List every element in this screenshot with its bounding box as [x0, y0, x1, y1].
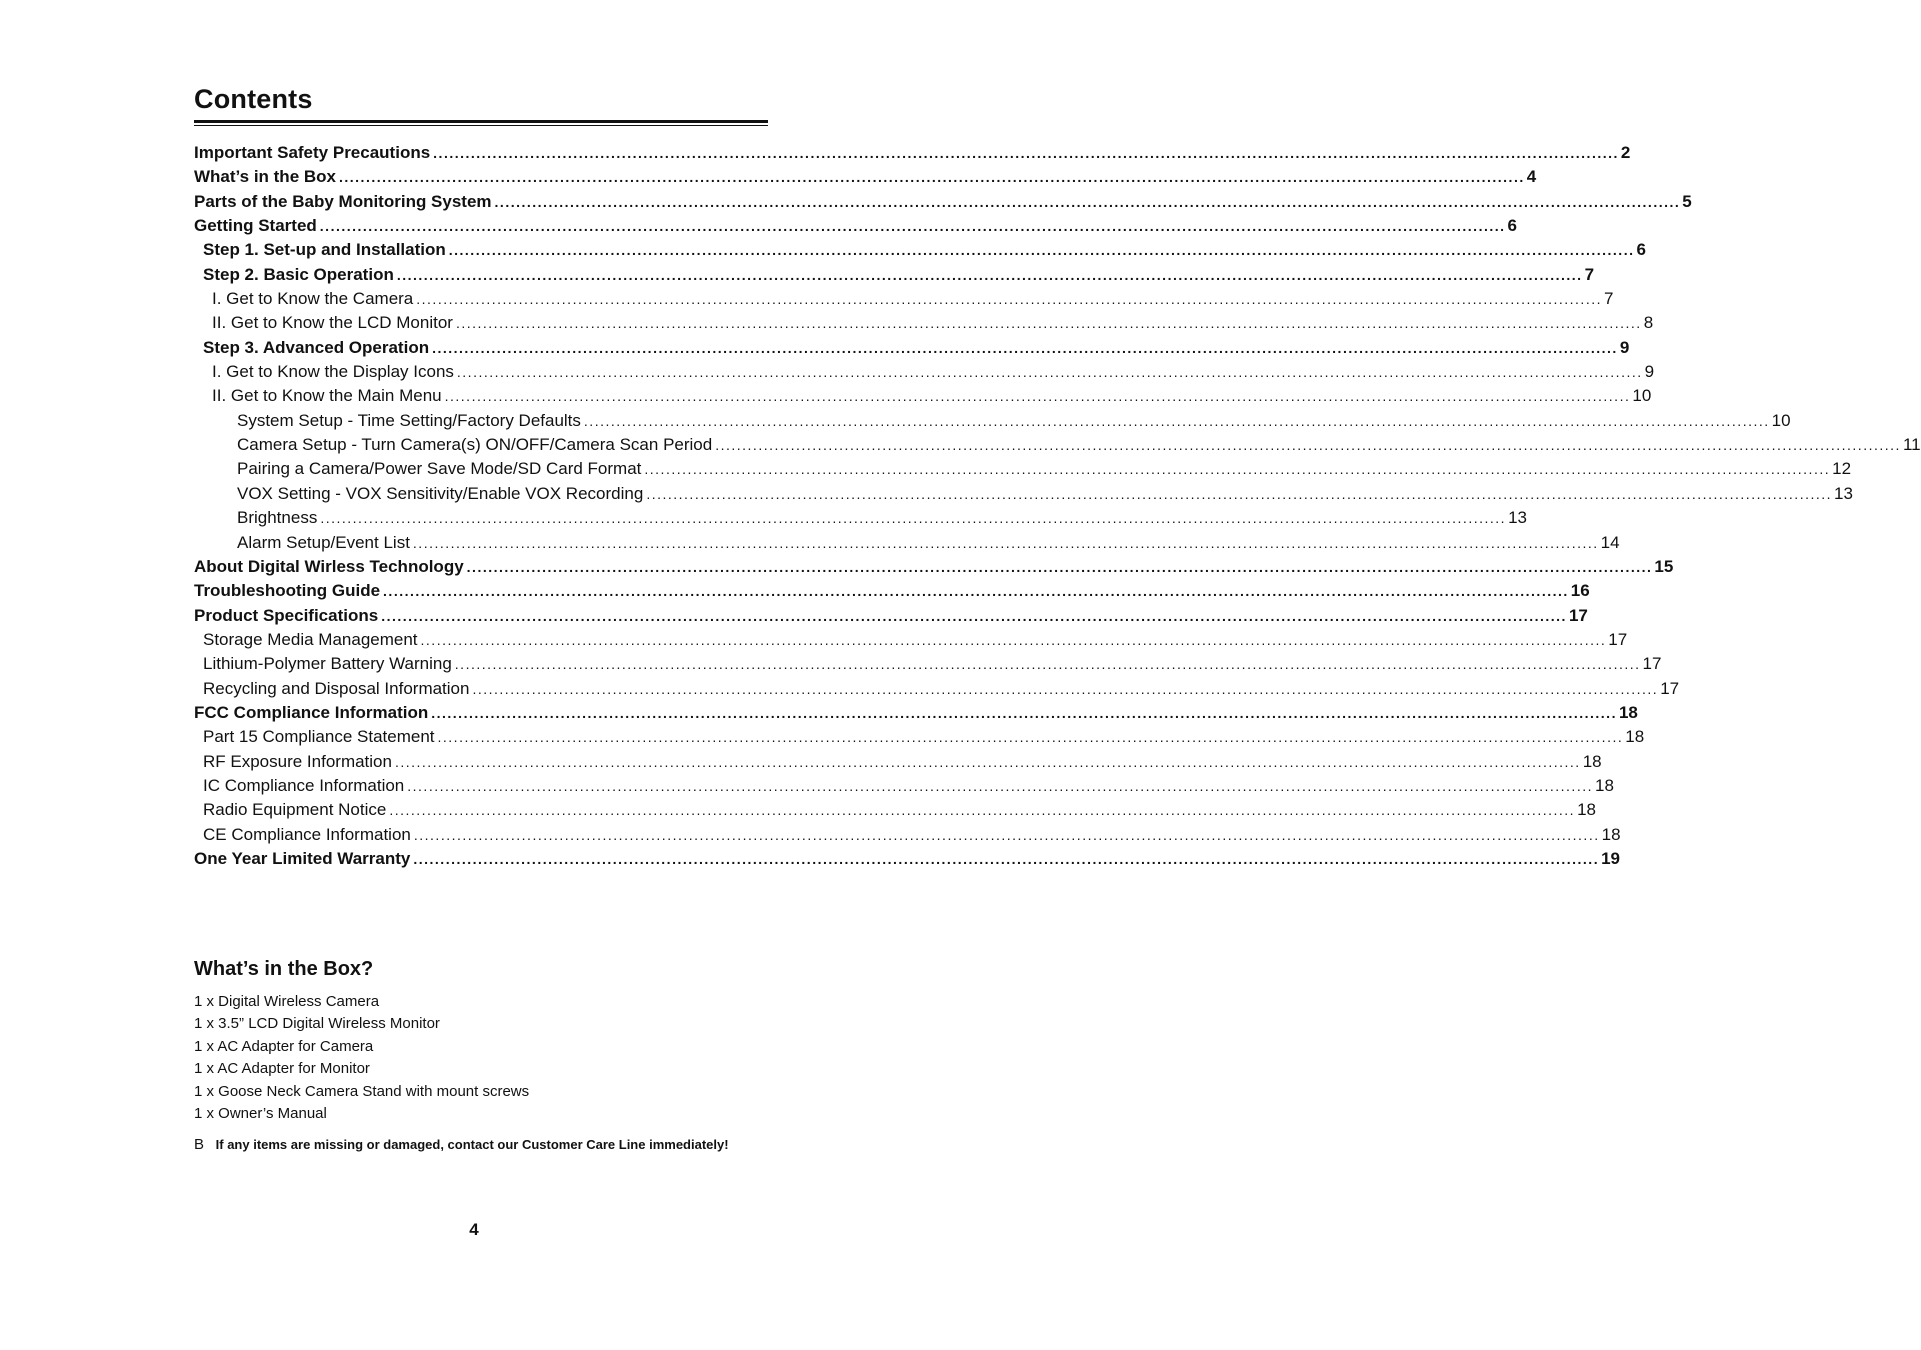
toc-dot-leader: ............................................................................................................................................................................................................................ [319, 218, 1506, 235]
toc-dot-leader: ............................................................................................................................................................................................................................ [437, 729, 1624, 746]
toc-entry-page: 17 [1608, 629, 1628, 649]
box-item: 1 x 3.5” LCD Digital Wireless Monitor [194, 1015, 440, 1033]
toc-dot-leader: ............................................................................................................................................................................................................................ [396, 266, 1583, 283]
toc-entry-page: 18 [1582, 751, 1602, 771]
toc-entry [194, 141, 1631, 165]
toc-entry-label: II. Get to Know the LCD Monitor [212, 313, 453, 333]
toc-entry-page: 17 [1568, 605, 1588, 625]
toc-entry-page: 13 [1834, 483, 1853, 503]
toc-entry-label: II. Get to Know the Main Menu [212, 386, 442, 406]
toc-entry-page: 5 [1682, 191, 1692, 211]
toc-entry [194, 409, 1791, 433]
toc-entry [194, 360, 1655, 384]
toc-dot-leader: ............................................................................................................................................................................................................................ [416, 291, 1602, 308]
toc-entry-page: 13 [1508, 508, 1527, 528]
toc-dot-leader: ............................................................................................................................................................................................................................ [383, 583, 1569, 600]
toc-entry-page: 15 [1654, 556, 1674, 576]
toc-entry-page: 18 [1625, 727, 1645, 747]
toc-dot-leader: ............................................................................................................................................................................................................................ [412, 534, 1599, 551]
toc-entry [194, 287, 1614, 311]
toc-entry-label: Step 1. Set-up and Installation [203, 240, 446, 260]
toc-dot-leader: ............................................................................................................................................................................................................................ [432, 339, 1618, 356]
toc-entry-label: Parts of the Baby Monitoring System [194, 191, 492, 211]
contents-title: Contents [194, 84, 313, 114]
toc-entry [194, 847, 1621, 871]
toc-dot-leader: ............................................................................................................................................................................................................................ [339, 169, 1525, 186]
toc-entry-page: 9 [1619, 337, 1630, 357]
toc-entry-label: Troubleshooting Guide [194, 581, 381, 601]
table-of-contents [194, 141, 1921, 871]
box-item: 1 x AC Adapter for Camera [194, 1037, 374, 1055]
toc-entry-page: 18 [1618, 702, 1638, 722]
toc-entry [194, 457, 1852, 481]
toc-entry-label: IC Compliance Information [203, 775, 405, 795]
toc-entry-label: System Setup - Time Setting/Factory Defaults [237, 410, 581, 430]
toc-entry-label: Step 2. Basic Operation [203, 264, 394, 284]
toc-entry [194, 798, 1596, 822]
toc-entry-label: Lithium-Polymer Battery Warning [203, 654, 452, 674]
toc-entry-label: Getting Started [194, 216, 317, 236]
toc-entry-label: VOX Setting - VOX Sensitivity/Enable VOX Recording [237, 483, 644, 503]
toc-entry-page: 17 [1642, 654, 1662, 674]
toc-entry [194, 750, 1602, 774]
toc-dot-leader: ............................................................................................................................................................................................................................ [583, 412, 1770, 429]
toc-dot-leader: ............................................................................................................................................................................................................................ [444, 388, 1631, 405]
toc-entry-label: FCC Compliance Information [194, 702, 429, 722]
toc-entry [194, 628, 1628, 652]
toc-entry-page: 7 [1584, 264, 1595, 284]
toc-dot-leader: ............................................................................................................................................................................................................................ [433, 145, 1619, 161]
toc-entry-label: Part 15 Compliance Statement [203, 727, 435, 747]
toc-entry-label: I. Get to Know the Camera [212, 289, 414, 309]
box-contents-list [194, 991, 529, 1125]
toc-entry-page: 6 [1507, 216, 1517, 236]
toc-entry-page: 10 [1632, 386, 1652, 406]
toc-entry-page: 16 [1570, 581, 1590, 601]
toc-dot-leader: ............................................................................................................................................................................................................................ [466, 558, 1653, 575]
toc-entry [194, 506, 1527, 530]
toc-dot-leader: ............................................................................................................................................................................................................................ [389, 802, 1576, 819]
toc-entry-page: 12 [1832, 459, 1852, 479]
toc-entry [194, 531, 1620, 555]
toc-entry [194, 823, 1621, 847]
toc-entry-page: 19 [1601, 848, 1621, 868]
toc-dot-leader: ............................................................................................................................................................................................................................ [394, 753, 1581, 770]
toc-dot-leader: ............................................................................................................................................................................................................................ [431, 704, 1617, 721]
toc-entry-label: Step 3. Advanced Operation [203, 337, 430, 357]
notice-icon: B [194, 1136, 205, 1153]
notice-text: If any items are missing or damaged, contact our Customer Care Line immediately! [215, 1137, 729, 1152]
toc-entry [194, 165, 1537, 189]
toc-entry [194, 433, 1921, 457]
toc-dot-leader: ............................................................................................................................................................................................................................ [644, 461, 1831, 478]
toc-entry-label: I. Get to Know the Display Icons [212, 362, 454, 382]
toc-entry-label: One Year Limited Warranty [194, 848, 411, 868]
toc-entry [194, 190, 1692, 214]
title-rule-thin [194, 125, 768, 126]
toc-entry [194, 482, 1853, 506]
toc-entry-page: 17 [1660, 678, 1680, 698]
toc-entry-label: Product Specifications [194, 605, 379, 625]
missing-items-notice [194, 1136, 729, 1153]
toc-entry-page: 7 [1604, 289, 1614, 309]
toc-dot-leader: ............................................................................................................................................................................................................................ [448, 242, 1635, 259]
toc-dot-leader: ............................................................................................................................................................................................................................ [381, 607, 1567, 624]
toc-entry-label: Radio Equipment Notice [203, 800, 387, 820]
toc-dot-leader: ............................................................................................................................................................................................................................ [472, 680, 1659, 697]
box-item: 1 x AC Adapter for Monitor [194, 1060, 370, 1078]
toc-entry-label: Alarm Setup/Event List [237, 532, 410, 552]
toc-entry [194, 652, 1662, 676]
toc-entry-label: CE Compliance Information [203, 824, 411, 844]
toc-entry [194, 311, 1654, 335]
box-item: 1 x Owner’s Manual [194, 1104, 327, 1122]
toc-dot-leader: ............................................................................................................................................................................................................................ [413, 826, 1600, 843]
toc-entry-label: Camera Setup - Turn Camera(s) ON/OFF/Camera Scan Period [237, 435, 713, 455]
title-rule-thick [194, 120, 768, 123]
toc-entry-label: Pairing a Camera/Power Save Mode/SD Card Format [237, 459, 642, 479]
toc-entry-page: 18 [1595, 775, 1614, 795]
toc-entry-label: Brightness [237, 508, 318, 528]
toc-entry-label: Important Safety Precautions [194, 143, 431, 162]
toc-entry-page: 9 [1644, 362, 1655, 382]
toc-entry-page: 4 [1526, 167, 1537, 187]
toc-dot-leader: ............................................................................................................................................................................................................................ [320, 510, 1507, 527]
toc-entry-label: About Digital Wirless Technology [194, 556, 464, 576]
toc-dot-leader: ............................................................................................................................................................................................................................ [407, 777, 1593, 794]
toc-dot-leader: ............................................................................................................................................................................................................................ [455, 315, 1642, 332]
box-item: 1 x Goose Neck Camera Stand with mount screws [194, 1082, 530, 1100]
toc-dot-leader: ............................................................................................................................................................................................................................ [494, 193, 1681, 210]
toc-entry-page: 18 [1577, 800, 1596, 820]
toc-entry [194, 336, 1630, 360]
toc-entry-page: 6 [1636, 240, 1646, 260]
whats-in-the-box-title: What’s in the Box? [194, 958, 374, 980]
toc-dot-leader: ............................................................................................................................................................................................................................ [454, 656, 1641, 673]
toc-entry-page: 11 [1902, 435, 1921, 455]
toc-entry [194, 384, 1652, 408]
box-item: 1 x Digital Wireless Camera [194, 993, 380, 1010]
toc-entry-label: What’s in the Box [194, 167, 336, 187]
toc-entry-page: 14 [1600, 532, 1620, 552]
toc-dot-leader: ............................................................................................................................................................................................................................ [413, 850, 1600, 867]
toc-entry [194, 774, 1614, 798]
page-number: 4 [469, 1220, 479, 1239]
toc-entry [194, 677, 1680, 701]
toc-entry [194, 214, 1517, 238]
toc-entry [194, 604, 1588, 628]
toc-entry [194, 701, 1638, 725]
toc-entry [194, 725, 1645, 749]
toc-entry-page: 18 [1601, 824, 1621, 844]
toc-entry-page: 8 [1643, 313, 1654, 333]
toc-entry [194, 579, 1590, 603]
toc-entry-label: Recycling and Disposal Information [203, 678, 470, 698]
toc-entry-label: RF Exposure Information [203, 751, 392, 771]
toc-dot-leader: ............................................................................................................................................................................................................................ [715, 437, 1901, 454]
toc-dot-leader: ............................................................................................................................................................................................................................ [456, 364, 1643, 381]
toc-entry-page: 10 [1771, 410, 1791, 430]
toc-dot-leader: ............................................................................................................................................................................................................................ [646, 485, 1833, 502]
toc-entry-page: 2 [1620, 143, 1631, 162]
toc-entry [194, 263, 1595, 287]
toc-dot-leader: ............................................................................................................................................................................................................................ [420, 631, 1607, 648]
toc-entry [194, 555, 1674, 579]
toc-entry-label: Storage Media Management [203, 629, 418, 649]
toc-entry [194, 238, 1646, 262]
